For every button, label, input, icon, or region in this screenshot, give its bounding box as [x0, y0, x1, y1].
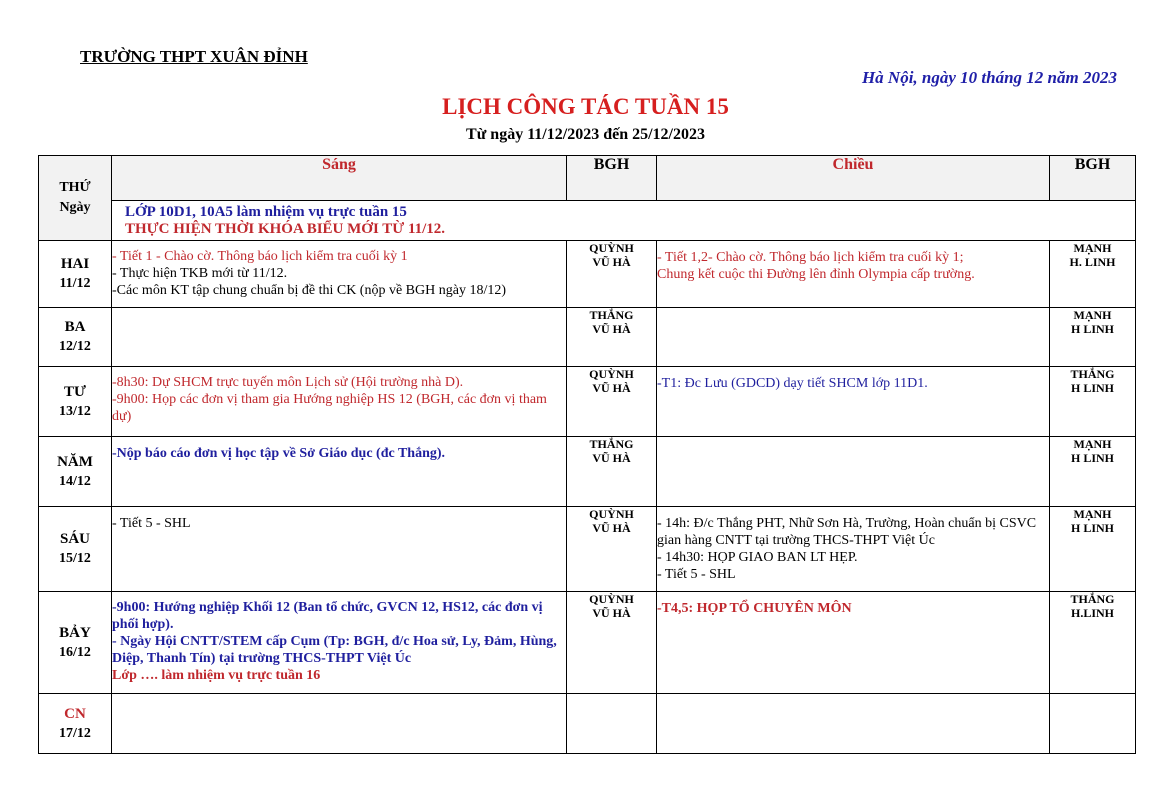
header-day: [39, 156, 112, 241]
header-day-label: THỨ: [59, 180, 91, 195]
morning-item: -9h00: Họp các đơn vị tham gia Hướng nghiệp HS 12 (BGH, các đơn vị tham dự): [112, 392, 547, 424]
afternoon-cell: [657, 507, 1050, 592]
afternoon-cell: [657, 437, 1050, 507]
day-cell: [39, 507, 112, 592]
table-row: [39, 308, 1136, 367]
afternoon-item: -T1: Đc Lưu (GDCD) dạy tiết SHCM lớp 11D1.: [657, 376, 928, 391]
day-cell: [39, 308, 112, 367]
morning-item: - Tiết 1 - Chào cờ. Thông báo lịch kiểm tra cuối kỳ 1: [112, 249, 408, 264]
morning-cell: [112, 241, 567, 308]
dateline: Hà Nội, ngày 10 tháng 12 năm 2023: [861, 68, 1117, 87]
table-row: [39, 507, 1136, 592]
day-cell: [39, 592, 112, 694]
day-cell: [39, 367, 112, 437]
morning-cell: [112, 507, 567, 592]
bgh-name: H LINH: [1070, 381, 1114, 395]
day-name: BẢY: [59, 624, 91, 641]
afternoon-item: - Tiết 1,2- Chào cờ. Thông báo lịch kiểm tra cuối kỳ 1;: [657, 250, 964, 265]
table-row: [39, 592, 1136, 694]
afternoon-item: -T4,5: HỌP TỔ CHUYÊN MÔN: [657, 601, 852, 616]
bgh-name: H.LINH: [1070, 606, 1114, 620]
bgh-name: MẠNH: [1073, 507, 1112, 521]
afternoon-cell: [657, 241, 1050, 308]
afternoon-cell: [657, 367, 1050, 437]
morning-item: -8h30: Dự SHCM trực tuyến môn Lịch sử (Hội trường nhà D).: [112, 375, 464, 390]
week-note: [112, 201, 1050, 241]
morning-cell: [112, 367, 567, 437]
bgh-name: QUỲNH: [589, 592, 634, 606]
morning-cell: [112, 308, 567, 367]
morning-item: -9h00: Hướng nghiệp Khối 12 (Ban tổ chức, GVCN 12, HS12, các đơn vị phối hợp).: [112, 600, 543, 632]
bgh-name: VŨ HÀ: [592, 606, 631, 620]
afternoon-item: - 14h: Đ/c Thắng PHT, Nhữ Sơn Hà, Trường, Hoàn chuẩn bị CSVC gian hàng CNTT tại trường THCS-THPT Việt Úc: [657, 516, 1037, 548]
bgh-afternoon-cell: [1050, 241, 1136, 308]
day-name: TƯ: [64, 383, 86, 400]
header-bgh-afternoon: BGH: [1050, 156, 1136, 201]
day-date: 12/12: [59, 339, 91, 354]
bgh-name: THẮNG: [1070, 367, 1115, 381]
day-date: 13/12: [59, 403, 91, 419]
header-afternoon: Chiều: [657, 156, 1050, 201]
afternoon-item: Chung kết cuộc thi Đường lên đỉnh Olympia cấp trường.: [657, 267, 975, 282]
day-name: BA: [64, 319, 86, 335]
bgh-name: VŨ HÀ: [592, 451, 631, 465]
bgh-name: THẮNG: [589, 308, 634, 322]
school-name: TRƯỜNG THPT XUÂN ĐỈNH: [80, 47, 308, 66]
afternoon-cell: [657, 694, 1050, 754]
morning-item: - Tiết 5 - SHL: [112, 516, 191, 531]
day-date: 11/12: [59, 276, 91, 291]
bgh-name: VŨ HÀ: [592, 381, 631, 395]
morning-item: Lớp …. làm nhiệm vụ trực tuần 16: [112, 668, 321, 683]
bgh-name: MẠNH: [1073, 308, 1112, 322]
header-bgh-morning: BGH: [567, 156, 657, 201]
day-date: 14/12: [59, 473, 91, 489]
schedule-table: [38, 155, 1136, 754]
bgh-name: H LINH: [1070, 521, 1114, 535]
morning-item: -Nộp báo cáo đơn vị học tập về Sở Giáo dục (đc Thắng).: [112, 446, 446, 461]
day-date: 15/12: [59, 551, 91, 566]
day-cell: [39, 241, 112, 308]
week-note-duty: LỚP 10D1, 10A5 làm nhiệm vụ trực tuần 15: [125, 204, 407, 220]
header-date-label: Ngày: [59, 200, 91, 215]
week-note-timetable: THỰC HIỆN THỜI KHÓA BIỂU MỚI TỪ 11/12.: [125, 221, 446, 237]
header-morning: Sáng: [112, 156, 567, 201]
bgh-name: MẠNH: [1073, 437, 1112, 451]
day-name: SÁU: [59, 531, 90, 547]
bgh-morning-cell: [567, 308, 657, 367]
day-cell: [39, 437, 112, 507]
bgh-afternoon-cell: [1050, 367, 1136, 437]
afternoon-cell: [657, 308, 1050, 367]
afternoon-item: - 14h30: HỌP GIAO BAN LT HẸP.: [657, 550, 858, 565]
bgh-morning-cell: [567, 507, 657, 592]
morning-item: - Thực hiện TKB mới từ 11/12.: [112, 266, 288, 281]
bgh-name: THẮNG: [589, 437, 634, 451]
bgh-name: H LINH: [1070, 451, 1114, 465]
morning-cell: [112, 592, 567, 694]
bgh-afternoon-cell: [1050, 507, 1136, 592]
afternoon-cell: [657, 592, 1050, 694]
day-date: 17/12: [59, 725, 91, 741]
table-row: [39, 241, 1136, 308]
afternoon-item: - Tiết 5 - SHL: [657, 567, 736, 582]
morning-item: -Các môn KT tập chung chuẩn bị đề thi CK (nộp về BGH ngày 18/12): [112, 283, 507, 298]
morning-cell: [112, 694, 567, 754]
bgh-morning-cell: [567, 437, 657, 507]
day-name: HAI: [60, 256, 90, 272]
bgh-morning-cell: [567, 367, 657, 437]
bgh-morning-cell: [567, 694, 657, 754]
bgh-name: MẠNH: [1073, 241, 1112, 255]
bgh-name: VŨ HÀ: [592, 255, 631, 269]
day-name: CN: [64, 705, 86, 722]
table-row: [39, 367, 1136, 437]
bgh-name: H. LINH: [1069, 255, 1116, 269]
morning-cell: [112, 437, 567, 507]
bgh-name: THẮNG: [1070, 592, 1115, 606]
table-row: [39, 437, 1136, 507]
page-title: LỊCH CÔNG TÁC TUẦN 15: [442, 94, 729, 119]
bgh-morning-cell: [567, 241, 657, 308]
bgh-name: VŨ HÀ: [592, 322, 631, 336]
bgh-name: H LINH: [1070, 322, 1114, 336]
bgh-afternoon-cell: [1050, 592, 1136, 694]
day-name: NĂM: [57, 453, 93, 470]
bgh-afternoon-cell: [1050, 308, 1136, 367]
day-cell: [39, 694, 112, 754]
bgh-afternoon-cell: [1050, 437, 1136, 507]
day-date: 16/12: [59, 644, 91, 660]
bgh-name: QUỲNH: [589, 507, 634, 521]
bgh-name: VŨ HÀ: [592, 521, 631, 535]
morning-item: - Ngày Hội CNTT/STEM cấp Cụm (Tp: BGH, đ/c Hoa sử, Ly, Đảm, Hùng, Diệp, Thanh Tín) tại trường THCS-THPT Việt Úc: [112, 634, 557, 666]
bgh-afternoon-cell: [1050, 694, 1136, 754]
table-row: [39, 694, 1136, 754]
bgh-name: QUỲNH: [589, 241, 634, 255]
date-range: Từ ngày 11/12/2023 đến 25/12/2023: [466, 126, 705, 143]
bgh-name: QUỲNH: [589, 367, 634, 381]
bgh-morning-cell: [567, 592, 657, 694]
